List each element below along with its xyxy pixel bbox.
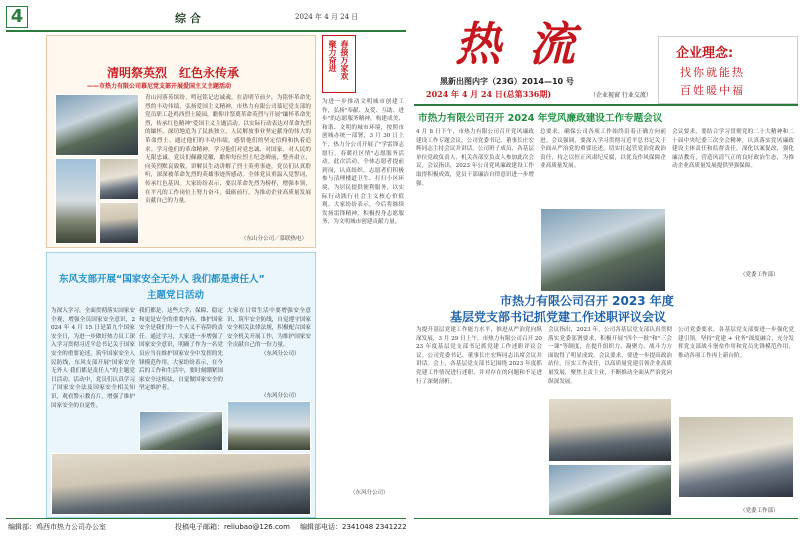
article4-body-col3: 公司党委要求，各基层党支部要进一步强化党建引领，坚持"党建 + 业务"深度融合，充分发挥党支部战斗堡垒作用和党员先锋模范作用，推动各项工作再上新台阶。 — [678, 327, 794, 359]
philosophy-line1: 找你就能热 — [680, 66, 745, 79]
article3-body-col1: 4 月 8 日下午，市热力有限公司召开党风廉政建设工作专题会议。公司党委书记、董事长庄宏辉同志主持会议并讲话，公司班子成员、各基层单位党政负责人、机关各部室负责人参加此次会议。会议指出，2023 年公司党风廉政建设工作取得积极成效，党员干部廉洁自律意识进一步增强。 — [416, 129, 534, 187]
left-date: 2024 年 4 月 24 日 — [295, 13, 359, 21]
article4-credit: （党委工作部） — [740, 508, 779, 514]
article2-title-line2: 主题党日活动 — [147, 290, 205, 301]
issue-line: 黑新出图内字（23G）2014—10 号 — [440, 77, 574, 86]
right-page — [410, 0, 800, 520]
mid-column-body: 为进一步推动文明城市创建工作，弘扬"奉献、友爱、互助、进步"的志愿服务精神，构建成美、和谐、文明的城市环境，按照市创城办统一部署，3 月 30 日上午，热力分公司开展了"学雷锋志愿行，春暖社区情"志愿服务活动。此次活动，全体志愿者提前到岗，认真组织。志愿者们积极参与清理楼道卫生、打扫小区环境，为居民提供便利服务，以实际行动践行社会主义核心价值观。大家纷纷表示，今后将继续发扬雷锋精神，积极投身志愿服务，为文明城市创建贡献力量。 — [322, 99, 404, 226]
philosophy-line2: 百姓暖中福 — [680, 84, 745, 97]
issue-date: 2024 年 4 月 24 日(总第336期) — [426, 89, 552, 99]
article2-photo-meeting — [227, 401, 311, 451]
article1-title: 清明祭英烈 红色永传承 — [107, 66, 240, 80]
article4-photo-room — [678, 416, 794, 498]
article3-credit: （党委工作部） — [740, 272, 779, 278]
masthead: 热 流 — [455, 17, 582, 71]
article4-title-line1: 市热力有限公司召开 2023 年度 — [500, 294, 674, 308]
slogan-line1: 聚力奋进 — [328, 40, 338, 72]
article1-photo-group — [55, 94, 139, 156]
article2-title-line1: 东风支部开展“国家安全无外人 我们都是责任人” — [59, 274, 265, 285]
article3-body-col2: 总要求，确保公司各项工作始终沿着正确方向前进。会议强调，要深入学习贯彻习近平总书记关于全面从严治党的重要论述，切实扛起管党治党政治责任，持之以恒正风肃纪反腐，以优良作风保障企业高质量发展。 — [540, 129, 666, 170]
footer-editor: 编辑部：鸡西市热力公司办公室 — [8, 523, 106, 531]
article2-body-col2: 我们都是，这些大学、保障、稳定和更是安全的重要内容，维护国家安全是我们每一个人义不容辞的责任。通过学习，大家进一步增强了国家安全意识，明确了作为一名党员应当在维护国家安全中发挥的先锋模范作用。大家纷纷表示，在今后的工作和生活中，要时刻绷紧国家安全这根弦，自觉做国家安全的坚定维护者。 — [139, 308, 223, 392]
article1-photo-ceremony — [99, 202, 139, 244]
article2-body-col3: 大家在日常生活中要增强安全意识，筑牢安全防线，自觉遵守国家安全相关法律法规，积极配合国家安全机关开展工作，为维护国家安全贡献自己的一份力量。 — [227, 308, 311, 349]
footer-left-rule — [6, 518, 406, 519]
article1-photo-monument — [55, 158, 97, 244]
left-page — [0, 0, 410, 520]
article1-photo-memorial — [99, 158, 139, 200]
article2-credit-b: （东风分公司） — [261, 393, 300, 399]
article2-photo-flag — [139, 411, 223, 451]
article4-photo-seated — [548, 398, 672, 462]
mid-column-credit: （东风分公司） — [350, 490, 389, 496]
article1-body: 青山河落英缤纷。鸣冠铭记忠诚魂。在清明节前夕，为铭怀革命先烈的丰功伟绩，弘扬爱国主义精神，市热力有限公司慕尼党支部的党员职工赴鸡西烈士陵园，瞻仰并祭奠革命英烈与开展"缅怀革命先烈，传承红色精神"爱国主义主题活动。以实际行动表达对革命先烈的缅怀，深切地追为了民族独立、人民解放事业坚定献身的伟大的革命烈士。通过他们的丰功伟绩，感悟他们的坚定信仰和执着追求。学习他们的革命精神，学习他们对党忠诚、对国家、对人民的无限忠诚。党员们佩戴党徽，瞻仰每位烈士纪念碑前，整齐肃立，向英烈默哀致敬。讲解员生动讲解了烈士英勇事迹，党员们认真聆听，深深被革命先烈的英雄事迹所感动。全体党员重温入党誓词，传承红色基因。大家纷纷表示，要以革命先烈为榜样，增强本领，在平凡的工作岗位上努力奋斗，砥砺前行，为推动企业高质量发展贡献自己的力量。 — [145, 95, 311, 205]
article1-credit: （东山分公司／慕联热电） — [240, 236, 307, 242]
header-rule — [6, 30, 406, 32]
page-number: 4 — [6, 6, 28, 28]
masthead-rule — [414, 104, 798, 106]
footer-right-rule — [414, 518, 798, 519]
edition-note: （企业视窗 行业交流） — [590, 92, 652, 99]
article3-body-col3: 会议要求，要结合学习贯彻党的二十大精神和二十届中央纪委三次全会精神，认真落实党风廉政建设主体责任和监督责任，深化以案促改，强化廉洁教育，营造风清气正的良好政治生态，为推动企业高质量发展提供坚强保障。 — [672, 129, 794, 170]
article2-photo-group — [51, 453, 311, 515]
article4-body-col1: 为提升基层党建工作能力水平，推进从严治党向纵深发展，3 月 29 日上午，市热力有限公司召开 2023 年度基层党支部书记抓党建工作述职评议会议。公司党委书记、董事长庄宏辉同志出席会议并讲话。会上，各基层党支部书记围绕 2023 年度抓党建工作情况进行述职，并对存在的问题和不足进行了深刻剖析。 — [416, 327, 542, 385]
footer-email: 投稿电子邮箱：reliubao@126.com — [175, 523, 290, 531]
article1-box — [46, 35, 316, 248]
article4-body-col2: 会议指出，2023 年，公司各基层党支部认真贯彻落实党委部署要求，积极开展"四个一批"和"三会一课"等制度，在提升组织力、凝聚力、战斗力方面取得了明显成效。会议要求，要进一步提高政治站位，压实工作责任，以高质量党建引领企业高质量发展，聚焦主责主业，不断推动全面从严治党向纵深发展。 — [548, 327, 672, 385]
philosophy-title: 企业理念: — [676, 46, 734, 61]
footer-phone: 编辑部电话：2341048 2341222 — [300, 523, 407, 531]
article2-body-col1: 为深入学习，全面贯彻落实国家安全观，增强全员国家安全意识，2024 年 4 月 15 日是第九个国家安全日，为进一步做好热力员工深入学习贯彻习近平总书记关于国家安全的重要论述，筑牢国家安全人民防线，东风支部开展"国家安全无外人 我们都是责任人"的主题党日活动。活动中，党员们认真学习了国家安全法及国家安全相关知识，观看警示教育片，增强了维护国家安全的自觉性。 — [51, 308, 135, 409]
article4-title-line2: 基层党支部书记抓党建工作述职评议会议 — [450, 310, 667, 324]
section-label: 综 合 — [175, 12, 201, 25]
article4-photo-speaker — [548, 464, 672, 516]
article3-title: 市热力有限公司召开 2024 年党风廉政建设工作专题会议 — [418, 113, 663, 124]
slogan-line2: 春接万家欢 — [340, 40, 350, 80]
article1-subtitle: ——市热力有限公司慕尼党支部开展爱国主义主题活动 — [87, 83, 232, 90]
article2-credit-a: （东风分公司） — [261, 351, 300, 357]
article3-photo-meeting — [540, 208, 666, 292]
article2-box — [46, 252, 316, 518]
